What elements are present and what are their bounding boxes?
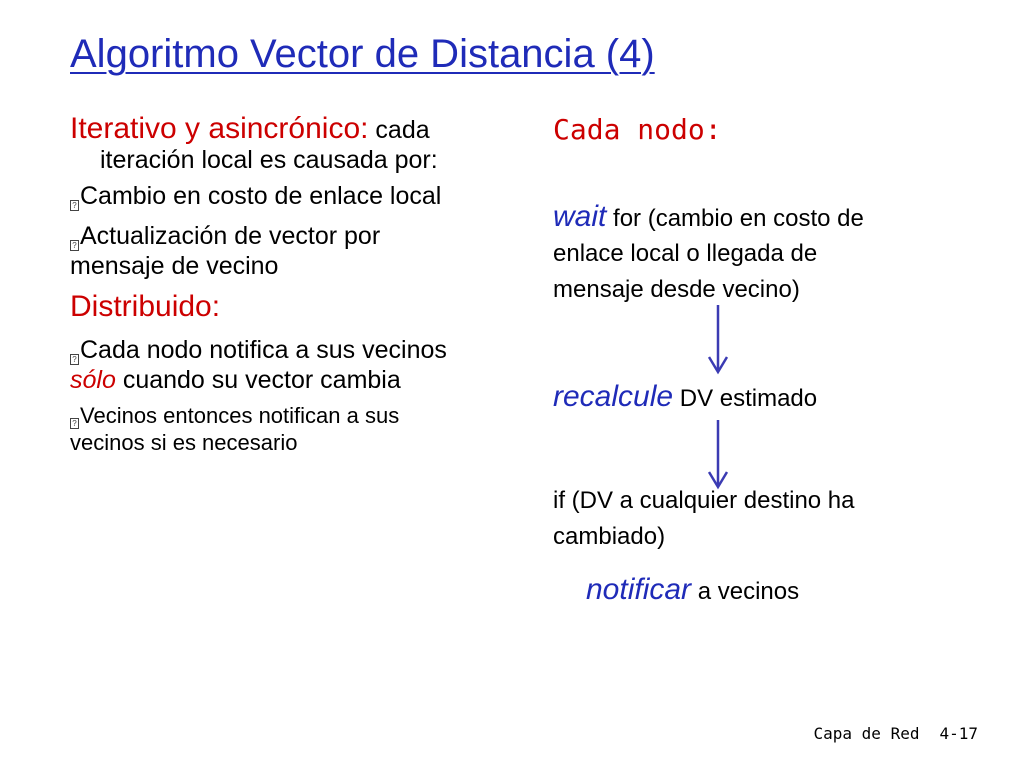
bullet-cont: vecinos si es necesario bbox=[70, 430, 298, 455]
bullet-text: Vecinos entonces notifican a sus bbox=[80, 403, 400, 428]
distribuido-heading: Distribuido: bbox=[70, 290, 221, 323]
bullet-text: Cada nodo notifica a sus vecinos bbox=[80, 336, 447, 364]
iterativo-line bbox=[70, 112, 430, 146]
notificar-keyword: notificar bbox=[586, 573, 692, 606]
recalcule-keyword: recalcule bbox=[553, 380, 674, 413]
recalcule-line bbox=[553, 380, 817, 414]
bullet-cont bbox=[70, 366, 401, 395]
bullet-icon: ? bbox=[70, 200, 79, 211]
wait-keyword: wait bbox=[553, 200, 607, 233]
bullet-text: Actualización de vector por bbox=[80, 222, 381, 250]
notificar-line bbox=[586, 573, 799, 607]
iterativo-rest: cada bbox=[368, 116, 430, 144]
bullet-item bbox=[70, 182, 441, 211]
wait-rest: for (cambio en costo de bbox=[606, 205, 864, 232]
bullet-icon: ? bbox=[70, 240, 79, 251]
bullet-cont: mensaje de vecino bbox=[70, 252, 279, 280]
page-title: Algoritmo Vector de Distancia (4) bbox=[70, 32, 655, 76]
bullet-text: Cambio en costo de enlace local bbox=[80, 182, 442, 210]
bullet-item bbox=[70, 222, 380, 251]
bullet-icon: ? bbox=[70, 418, 79, 429]
wait-line bbox=[553, 200, 864, 234]
bullet-icon: ? bbox=[70, 354, 79, 365]
wait-line2: enlace local o llegada de bbox=[553, 240, 818, 267]
cada-nodo-heading: Cada nodo: bbox=[553, 113, 722, 146]
bullet-item bbox=[70, 403, 399, 429]
if-line: if (DV a cualquier destino ha bbox=[553, 487, 855, 514]
down-arrow-icon bbox=[708, 420, 728, 490]
down-arrow-icon bbox=[708, 305, 728, 375]
notificar-rest: a vecinos bbox=[691, 578, 800, 605]
if-line2: cambiado) bbox=[553, 523, 666, 550]
bullet-item bbox=[70, 336, 447, 365]
iterativo-line2: iteración local es causada por: bbox=[100, 146, 438, 174]
recalcule-rest: DV estimado bbox=[673, 385, 818, 412]
footer-section: Capa de Red bbox=[813, 724, 920, 743]
footer-page-number: 4-17 bbox=[939, 724, 978, 743]
wait-line3: mensaje desde vecino) bbox=[553, 276, 800, 303]
slide-footer bbox=[814, 724, 979, 743]
solo-emphasis: sólo bbox=[70, 366, 116, 394]
iterativo-heading: Iterativo y asincrónico: bbox=[70, 112, 369, 145]
bullet-cont-rest: cuando su vector cambia bbox=[115, 366, 401, 394]
